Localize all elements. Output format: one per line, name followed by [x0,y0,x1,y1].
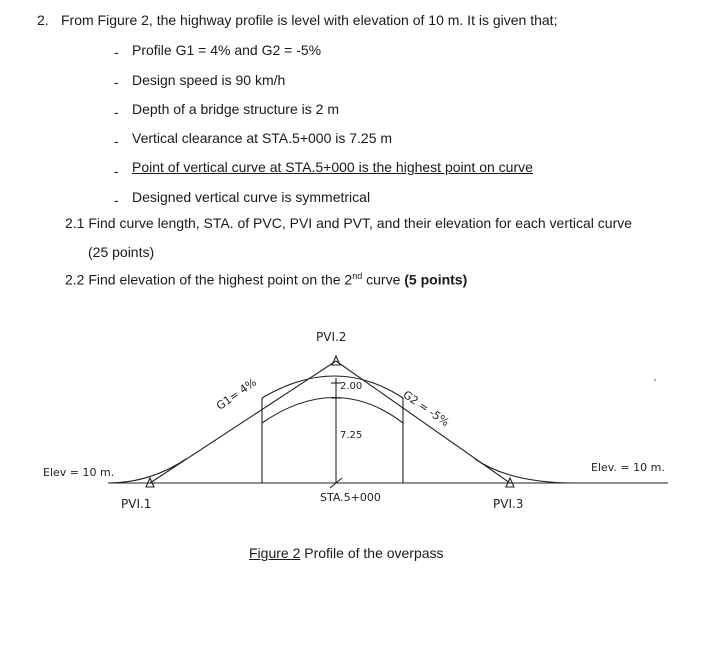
crest-curve-bottom [262,398,403,424]
bullet: - [114,104,119,120]
given-item-underlined: Point of vertical curve at STA.5+000 is the highest point on curve [132,159,533,175]
sag-curve-left [108,459,186,483]
given-item: Profile G1 = 4% and G2 = -5% [132,42,322,58]
label-pvi3: PVI.3 [493,497,524,511]
bullet: - [114,133,119,149]
label-pvi2: PVI.2 [316,330,347,344]
given-item: Depth of a bridge structure is 2 m [132,101,339,117]
subq2-points: (5 points) [404,271,468,288]
given-item: Design speed is 90 km/h [132,72,286,88]
label-pvi1: PVI.1 [121,497,152,511]
caption-label: Figure 2 [249,545,301,561]
subquestion-2-1-points: (25 points) [88,244,155,260]
subq2-text-after: curve [362,271,405,288]
sag-curve-right [475,459,575,483]
given-item: Designed vertical curve is symmetrical [132,189,371,205]
label-sta: STA.5+000 [320,491,381,504]
label-depth: 2.00 [340,381,363,392]
caption-text: Profile of the overpass [300,545,444,561]
bullet: - [114,163,119,179]
bullet: - [114,192,119,208]
bullet: - [114,44,119,60]
label-g2: G2 = -5% [400,388,452,430]
label-elev-left: Elev = 10 m. [43,466,115,479]
pvi2-marker [332,356,340,365]
question-text: From Figure 2, the highway profile is level with elevation of 10 m. It is given that; [61,12,558,28]
label-elev-right: Elev. = 10 m. [591,461,665,474]
subq2-text: 2.2 Find elevation of the highest point on the 2 [65,271,353,288]
crest-curve-top [262,376,403,398]
question-number: 2. [37,12,49,28]
given-item: Vertical clearance at STA.5+000 is 7.25 m [132,130,393,146]
label-g1: G1= 4% [214,375,259,413]
subquestion-2-1: 2.1 Find curve length, STA. of PVC, PVI and PVT, and their elevation for each vertical curve [65,215,633,231]
figure-caption [249,545,444,561]
speck [654,379,656,381]
subq2-superscript: nd [352,271,363,281]
bullet: - [114,74,119,90]
label-clearance: 7.25 [340,430,363,441]
